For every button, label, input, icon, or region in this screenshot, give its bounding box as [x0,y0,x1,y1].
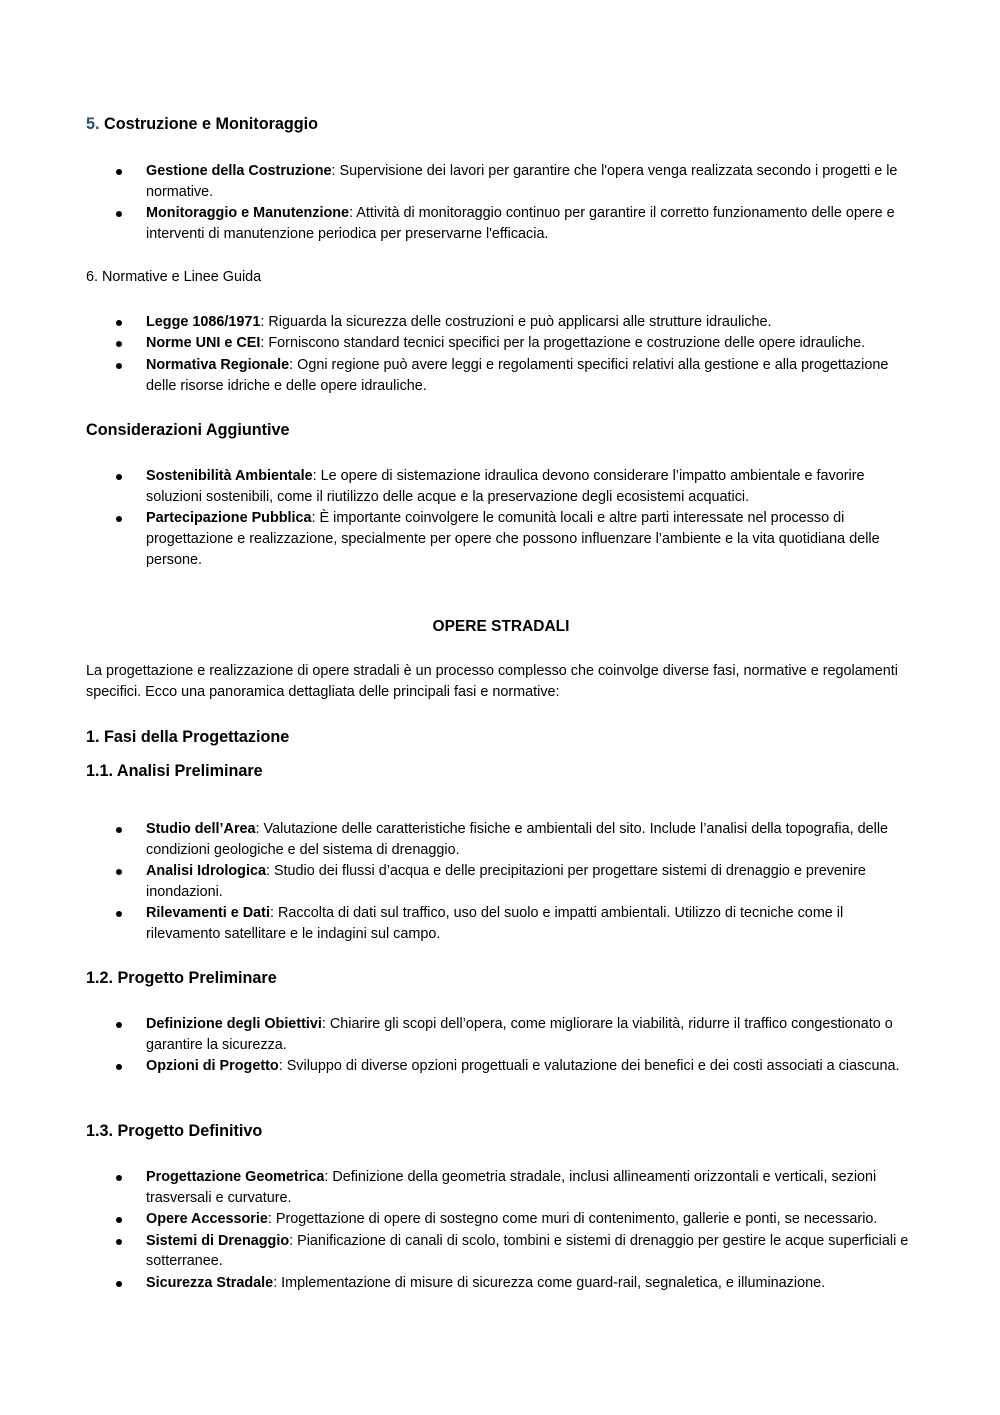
considerazioni-heading: Considerazioni Aggiuntive [86,421,290,439]
list-item: Definizione degli Obiettivi: Chiarire gli scopi dell’opera, come migliorare la viabilità, ridurre il traffico congestionato o garantire la sicurezza. [86,1014,916,1056]
list-item: Opzioni di Progetto: Sviluppo di diverse opzioni progettuali e valutazione dei benefici e dei costi associati a ciascuna. [86,1056,916,1077]
bullet-icon [116,211,122,217]
bullet-icon [116,1022,122,1028]
section-1-2-list [86,1014,916,1078]
bullet-icon [116,474,122,480]
section-1-1-list [86,819,916,946]
bullet-icon [116,1281,122,1287]
bullet-icon [116,363,122,369]
list-item: Normativa Regionale: Ogni regione può avere leggi e regolamenti specifici relativi alla gestione e alla progettazione delle risorse idriche e delle opere idrauliche. [86,355,916,397]
section-1-1-heading: 1.1. Analisi Preliminare [86,762,263,780]
bullet-icon [116,911,122,917]
bullet-icon [116,169,122,175]
bullet-icon [116,1217,122,1223]
list-item: Monitoraggio e Manutenzione: Attività di monitoraggio continuo per garantire il corretto funzionamento delle opere e interventi di manutenzione periodica per preservarne l'efficacia. [86,203,916,245]
bullet-icon [116,827,122,833]
bullet-icon [116,1175,122,1181]
list-item: Progettazione Geometrica: Definizione della geometria stradale, inclusi allineamenti orizzontali e verticali, sezioni trasversali e curvature. [86,1167,916,1209]
list-item: Norme UNI e CEI: Forniscono standard tecnici specifici per la progettazione e costruzione delle opere idrauliche. [86,333,916,354]
considerazioni-list [86,466,916,571]
list-item: Sostenibilità Ambientale: Le opere di sistemazione idraulica devono considerare l’impatto ambientale e favorire soluzioni sostenibili, come il riutilizzo delle acque e la preservazione degli ecosistemi acquatici. [86,466,916,508]
section-5-heading [86,114,318,135]
section-1-3-list [86,1167,916,1294]
fasi-heading: 1. Fasi della Progettazione [86,728,290,746]
list-item: Analisi Idrologica: Studio dei flussi d’acqua e delle precipitazioni per progettare sistemi di drenaggio e prevenire inondazioni. [86,861,916,903]
bullet-icon [116,516,122,522]
list-item: Gestione della Costruzione: Supervisione dei lavori per garantire che l'opera venga realizzata secondo i progetti e le normative. [86,161,916,203]
section-5-list [86,161,916,245]
list-item: Sistemi di Drenaggio: Pianificazione di canali di scolo, tombini e sistemi di drenaggio per gestire le acque superficiali e sotterranee. [86,1231,916,1273]
list-item: Rilevamenti e Dati: Raccolta di dati sul traffico, uso del suolo e impatti ambientali. Utilizzo di tecniche come il rilevamento satellitare e le indagini sul campo. [86,903,916,945]
bullet-icon [116,1239,122,1245]
list-item: Studio dell’Area: Valutazione delle caratteristiche fisiche e ambientali del sito. Include l’analisi della topografia, delle condizioni geologiche e del sistema di drenaggio. [86,819,916,861]
bullet-icon [116,1064,122,1070]
list-item: Legge 1086/1971: Riguarda la sicurezza delle costruzioni e può applicarsi alle strutture idrauliche. [86,312,916,333]
opere-stradali-intro: La progettazione e realizzazione di opere stradali è un processo complesso che coinvolge diverse fasi, normative e regolamenti specifici. Ecco una panoramica dettagliata delle principali fasi e normative: [86,663,898,700]
bullet-icon [116,869,122,875]
section-6-title: 6. Normative e Linee Guida [86,269,262,285]
section-1-3-heading: 1.3. Progetto Definitivo [86,1122,263,1140]
list-item: Partecipazione Pubblica: È importante coinvolgere le comunità locali e altre parti interessate nel processo di progettazione e realizzazione, specialmente per opere che possono influenzare l’ambiente e la vita quotidiana delle persone. [86,508,916,570]
list-item: Sicurezza Stradale: Implementazione di misure di sicurezza come guard-rail, segnaletica, e illuminazione. [86,1273,916,1294]
section-1-2-heading: 1.2. Progetto Preliminare [86,969,277,987]
bullet-icon [116,341,122,347]
list-item: Opere Accessorie: Progettazione di opere di sostegno come muri di contenimento, gallerie e ponti, se necessario. [86,1209,916,1230]
section-5-title: Costruzione e Monitoraggio [104,115,319,133]
opere-stradali-title: OPERE STRADALI [432,618,570,635]
section-5-number: 5. [86,115,100,133]
bullet-icon [116,320,122,326]
section-6-list [86,312,916,397]
